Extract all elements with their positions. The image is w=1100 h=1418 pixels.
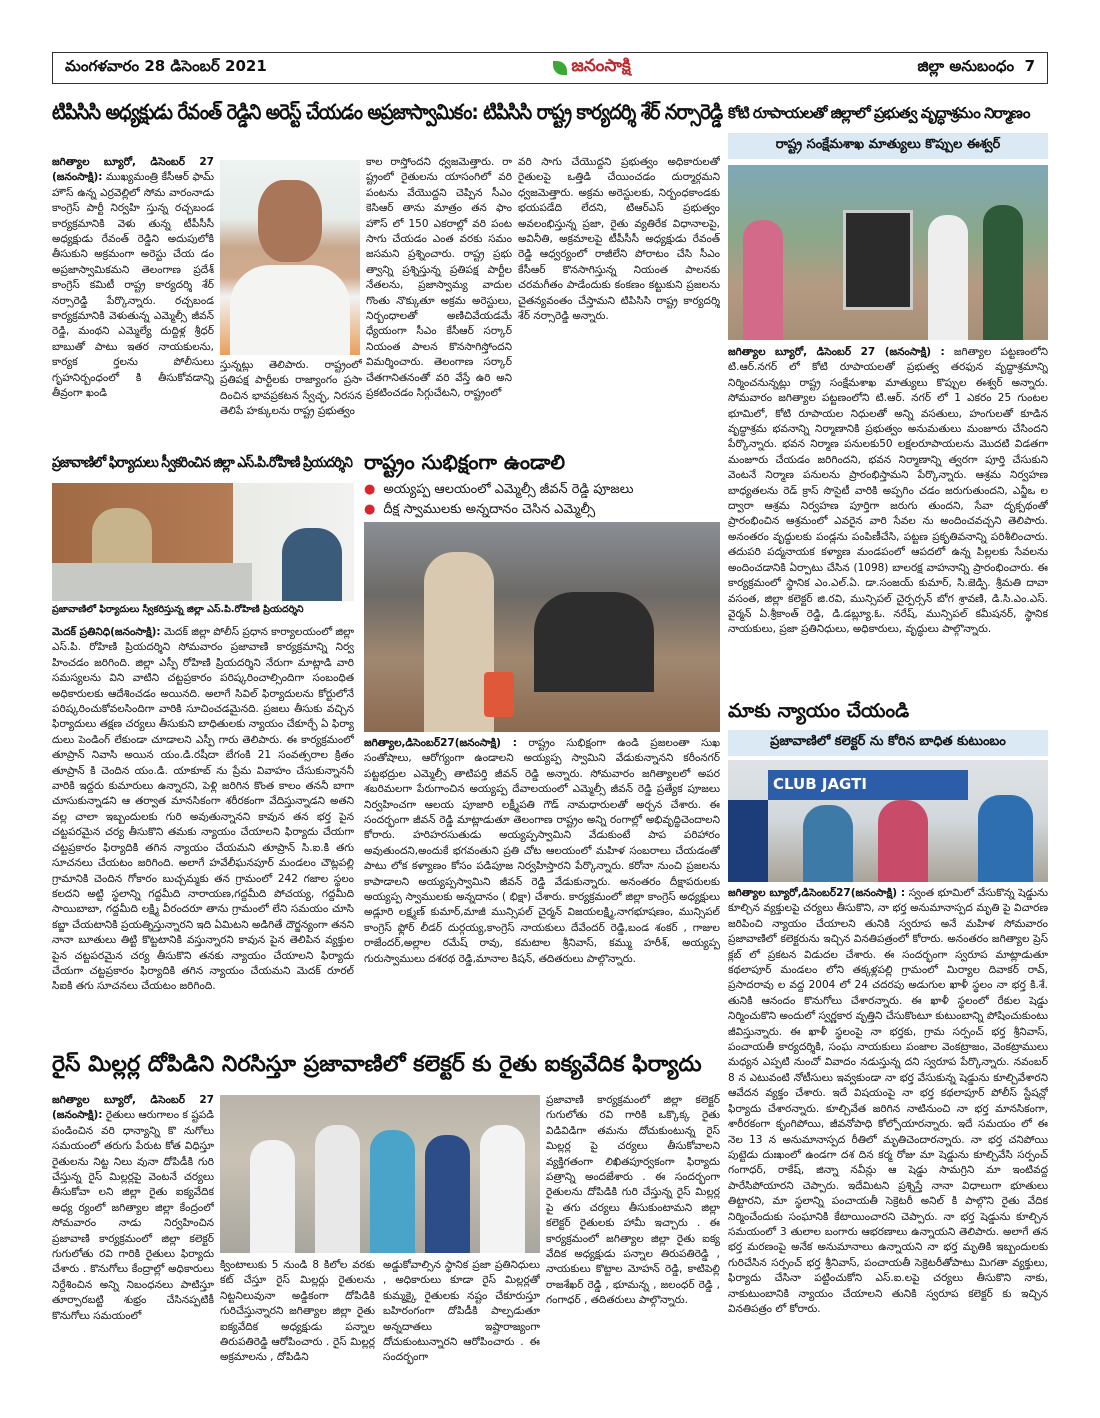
- story4-photo: [364, 522, 720, 732]
- story1-portrait-photo: [220, 160, 360, 355]
- masthead-logo: జనంసాక్షి: [553, 56, 630, 80]
- story6-col2a: క్వింటాలుకు 5 నుండి 8 కిలోల వరకు కట్ చేస్తూ రైస్ మిల్లర్లు రైతులను నిట్టనిలువునా అడ్డికంగా దోపిడికి గురిచేస్తున్నారని జగిత్యాల జిల్లా రైతు ఐక్యవేదిక అధ్యక్షుడు పన్నాల తిరుపతిరెడ్డి ఆరోపించారు . రైస్ మిల్లర్ల అక్రమాలను , దోపిడిని: [220, 1259, 375, 1364]
- story1-col4: వరి సాగు చేయొద్దని ప్రభుత్వం అధికారులతో రైతులపై ఒత్తిడి చేయించడం దుర్మార్గమని ధ్వజమెత్తారు. అక్రమ అరెస్టులకు, నిర్బంధకాండకు భయపడేది లేదని, టిఆర్ఎస్ ప్రభుత్వం అవలంభిస్తున్న ప్రజా, రైతు వ్యతిరేక విధానాలపై, అవినీతి, అక్రమాలపై టీపీసీసీ అధ్యక్షుడు రేవంత్ రెడ్డి ఆధ్వర్యంలో రాజీలేని పోరాటం చేసి సీఎం కేసీఆర్ కొనసాగిస్తున్న నియంత పాలనకు చరమగీతం పాడేందుకు కంకణం కట్టుకుని ప్రజలను చైతన్యవంతం చేస్తామని టిపిసిసి రాష్ట్ర కార్యదర్శి శేర్ నర్సారెడ్డి అన్నారు.: [518, 156, 720, 323]
- story1-col2: స్తున్నట్లు తెలిపారు. రాష్ట్రంలో ప్రతిపక్ష పార్టీలకు రాజ్యాంగం ప్రసా దించిన భావప్రకటన స్వేచ్ఛ, నిరసన తెలిపే హక్కులను రాష్ట్ర ప్రభుత్వం: [220, 359, 362, 418]
- story4-headline: రాష్ట్రం సుభిక్షంగా ఉండాలి: [364, 450, 566, 474]
- story4-bullets: [364, 480, 720, 520]
- story3-body: మెదక్ ప్రతినిధి(జనంసాక్షి): మెదక్ జిల్లా పోలీస్ ప్రధాన కార్యాలయంలో జిల్లా ఎస్.పి. రోహిణి ప్రియదర్శిని సోమవారం ప్రజావాణి కార్యక్రమాన్ని నిర్వ హించడం జరిగింది. జిల్లా ఎస్పీ రోహిణి ప్రియదర్శిని నేరుగా మాట్లాడి వారి సమస్యలను విని వాటిని చట్టప్రకారం పరిష్కరించాల్సిందిగా సంబంధిత అధికారులకు ఆదేశించడం అయినది. అలాగే సివిల్ ఫిర్యాదులను కోర్టులోనే పరిష్కరించుకోవలసిందిగా వారికి సూచించడమైనది. ప్రజలు తీసుకు వచ్చిన ఫిర్యాదులు తక్షణ చర్యలు తీసుకుని బాధితులకు న్యాయం చేకూర్చే ఏ ఫిర్యా దులు పెండింగ్ లేకుండా చూడాలని ఎస్పీ గారు తెలిపారు. ఈ కార్యక్రమంలో తూప్రాన్ నివాసి అయిన యం.డి.రషీదా బేగంకి 21 సంవత్సరాల క్రితం తూప్రాన్ కి చెందిన యం.డి. యాకూబ్ ను ప్రేమ వివాహం చేసుకున్నాననీ వారికి ఇద్దరు కుమారులు ఉన్నారని, పెళ్లి జరిగిన కొంత కాలం తననీ బాగా చూసుకున్నాడని ఆ తర్వాత మానసికంగా శరీరకంగా వేదిస్తున్నాడని అతని వల్ల చాలా ఇబ్బందులకు గురి అవుతున్నానని కావున తన భర్త పైన చట్టపరమైన చర్య తీసుకొని తమకు న్యాయం చేయాలని ఫిర్యాదు చేయగా చట్టప్రకారం ఫిర్యాదికి తగిన న్యాయం చేయమని తూప్రాన్ సి.ఐ.కి తగు సూచనలు చేయటం జరిగింది. అలాగే హవేలీఘనపూర్ మండలం చౌట్లపల్లి గ్రామానికి చెందిన గోకారం బుచ్చమ్మకు తన గ్రామంలో 242 గజాల స్థలం కలదని అట్టి స్థలాన్ని గద్దమీది నారాయణ,గద్దమీది పోచయ్య, గద్దమీది సాయిబాబా, గద్దమీది లక్ష్మి వీరందరూ తాను గ్రామంలో లేని సమయం చూసి కబ్జా చేయటానికి ప్రయత్నిస్తున్నారని ఇది ఏమిటని అడిగితే దౌర్జన్యంగా తనని నానా బూతులు తిట్టి కొట్టటానికి వస్తున్నారని కావున పైన తెలిపిన వ్యక్తుల పైన చట్టపరమైన చర్య తీసుకొని తనకు న్యాయం చేయాలని ఫిర్యాదు చేయగా చట్టప్రకారం ఫిర్యాదికి తగిన న్యాయం చేయమని మెదక్ రూరల్ సిఐకి తగు సూచనలు చేయటం జరిగింది.: [52, 626, 354, 993]
- story6-col1: జగిత్యాల బ్యూరో, డిసెంబర్ 27 (జనంసాక్షి): రైతులు ఆరుగాలం క ష్టపడి పండించిన వరి ధాన్యాన్ని కొ నుగోలు సమయంలో తరుగు పేరుట కోత విధిస్తూ రైతులను నిట్ట నిలు వునా దోపిడీకి గురి చేస్తున్న రైస్ మిల్లర్లపై వెంటనే చర్యలు తీసుకోవా లని జిల్లా రైతు ఐక్యవేదిక అధ్య ర్యంలో జగిత్యాల జిల్లా కేంద్రంలో సోమవారం నాడు నిర్వహించిన ప్రజావాణి కార్యక్రమంలో జిల్లా కలెక్టర్ గుగులోతు రవి గారికి రైతులు ఫిర్యాదు చేశారు . కొనుగోలు కేంద్రాల్లో అధికారులు నిర్దేశించిన అన్ని నిబంధనలు పాటిస్తూ తూర్పారబట్టి శుభ్రం చేసినప్పటికీ కొనుగోలు సమయంలో: [52, 1094, 214, 1322]
- story6-col3: ప్రజావాణి కార్యక్రమంలో జిల్లా కలెక్టర్ గుగులోతు రవి గారికి ఒక్కొక్క రైతు విడివిడిగా తమను దోచుకుంటున్న రైస్ మిల్లర్ల పై చర్యలు తీసుకోవాలని వ్యక్తిగతంగా లిఖితపూర్వకంగా ఫిర్యాదు పత్రాన్ని అందజేశారు . ఈ సందర్భంగా రైతులను దోపిడికి గురి చేస్తున్న రైస్ మిల్లర్ల పై తగు చర్యలు తీసుకుంటామని జిల్లా కలెక్టర్ రైతులకు హామీ ఇచ్చారు . ఈ కార్యక్రమంలో జగిత్యాల జిల్లా రైతు ఐక్య వేదిక అధ్యక్షుడు పన్నాల తిరుపతిరెడ్డి , నాయకులు కొట్టాల మోహన్ రెడ్డి, కాటిపెల్లి రాజశేఖర్ రెడ్డి , భూమన్న , జలంధర్ రెడ్డి , గంగాధర్ , తదితరులు పాల్గొన్నారు.: [546, 1094, 720, 1307]
- story2-body: జగిత్యాల బ్యూరో, డిసెంబర్ 27 (జనంసాక్షి) : జగిత్యాల పట్టణంలోని టి.ఆర్.నగర్ లో కోటి రూపాయలతో ప్రభుత్వ తరఫున వృద్ధాశ్రమాన్ని నిర్మించనున్నట్లు రాష్ట్ర సంక్షేమశాఖ మాత్యులు కొప్పుల ఈశ్వర్ అన్నారు. సోమవారం జగిత్యాల పట్టణంలోని టి.ఆర్. నగర్ లో 1 ఎకరం 25 గుంటల భూమిలో, కోటి రూపాయల నిధులతో అన్ని వసతులు, హంగులతో కూడిన వృద్ధాశ్రమ భవనాన్ని నిర్మాణానికి ప్రభుత్వం అనుమతులు మంజూరు చేసిందని పేర్కొన్నారు. భవన నిర్మాణ పనులకు50 లక్షలరూపాయలను మొదటి విడతగా మంజూరు చేయడం జరిగిందని, భవన నిర్మాణాన్ని త్వరగా పూర్తి చేసుకుని వెంటనే నిర్మాణ పనులను ప్రారంభిస్తామని పేర్కొన్నారు. ఆశ్రమ నిర్వహణ బాధ్యతలను రెడ్ క్రాస్ సొసైటీ వారికి అప్పగిం చడం జరుగుతుందని, ఎన్జీఒ ల ద్వారా ఆశ్రమ నిర్వహణ పూర్తిగా జరుగు తుందని, సేవా దృక్పథంతో ప్రారంభించిన ఆశ్రమంలో ఎవరైన వారి సేవల ను అందించవచ్చని తెలిపారు. అనంతరం వృద్ధులకు పండ్లను పంపిణీచేసి, పట్టణ ప్రకృతివనాన్ని పరిశీలించారు. తదుపరి పద్మనాయక కళ్యాణ మండపంలో ఆపదలో ఉన్న పిల్లలకు సేవలను అందించడానికి ఏర్పాటు చేసిన (1098) బాలరక్ష వాహనాన్ని ప్రారంభించారు. ఈ కార్యక్రమంలో స్థానిక ఎం.ఎల్.ఏ. డా.సంజయ్ కుమార్, సి.జెడ్పి. శ్రీమతి దావా వసంత, జిల్లా కలెక్టర్ జి.రవి, మున్సిపల్ చైర్పర్సన్ బోగ శ్రావణి, డి.సి.ఎం.ఎస్. వైర్మన్ ఏ.శ్రీకాంత్ రెడ్డి, డి.డబ్ల్యూ.ఓ. నరేష్, మున్సిపల్ కమీషనర్, స్థానిక నాయకులు, ప్రజా ప్రతినిధులు, అధికారులు, వృద్ధులు పాల్గొన్నారు.: [728, 346, 1048, 636]
- bullet-item: ● అయ్యప్ప ఆలయంలో ఎమ్మెల్సీ జీవన్ రెడ్డి పూజలు: [364, 480, 720, 500]
- story4-body: జగిత్యాల,డిసెంబర్27(జనంసాక్షి) : రాష్ట్రం సుభిక్షంగా ఉండి ప్రజలంతా సుఖ సంతోషాలు, ఆరోగ్యంగా ఉండాలని అయ్యప్ప స్వామిని వేడుకున్నానని కరీంనగర్ పట్టభద్రుల ఎమ్మెల్సీ తాటిపర్తి జీవన్ రెడ్డి అన్నారు. సోమవారం జగిత్యాలలో అపర శబరిమలగా పేరుగాంచిన అయ్యప్ప దేవాలయంలో ఎమ్మెల్సీ జీవన్ రెడ్డి ప్రత్యేక పూజలు నిర్వహించగా ఆలయ పూజారి లక్ష్మీపతి గౌడ్ నామధారులతో అర్చన చేశారు. ఈ సందర్భంగా జీవన్ రెడ్డి మాట్లాడుతూ తెలంగాణ రాష్ట్రం అన్ని రంగాల్లో అభివృద్ధిచెందాలని కోరారు. హరిహరసుతుడు అయ్యప్పస్వామిని వేడుకుంటే పాప పరిహారం అవుతుందని,అందుకే భగవంతుని ప్రతి చోట ఆలయంలో మహిళ సంబరాలు చేయడంతో పాటు లోక కళ్యాణం కోసం పడిపూజ నిర్వహిస్తారని పేర్కొన్నారు. కరోనా నుంచి ప్రజలను కాపాడాలని అయ్యప్పస్వామిని జీవన్ రెడ్డి వేడుకున్నారు. అనంతరం దీక్షాపరులకు అయ్యప్ప స్వాములకు అన్నదానం ( భిక్షా) చేశారు. కార్యక్రమంలో జిల్లా కాంగ్రెస్ అధ్యక్షులు అడ్లూరి లక్ష్మణ్ కుమార్,మాజీ మున్సిపల్ చైర్మన్ విజయలక్ష్మి,నాగభూషణం, మున్సిపల్ కాంగ్రెస్ ఫ్లోర్ లీడర్ దుర్గయ్య,కాంగ్రెస్ నాయకులు దేవేందర్ రెడ్డి,బండ శంకర్ , గాజుల రాజేందర్,అల్లాల రమేష్ రావు, కమటాల శ్రీనివాస్, కమ్ము హరీశ్, అయ్యప్ప గురుస్వాములు దశరథ రెడ్డి,మానాల కిషన్, తదితరులు పాల్గొన్నారు.: [364, 737, 720, 965]
- story2-subhead: రాష్ట్ర సంక్షేమశాఖ మాత్యులు కొప్పుల ఈశ్వర్: [728, 133, 1048, 159]
- story6-col2b: అడ్డుకోవాల్సిన స్థానిక ప్రజా ప్రతినిధులు , అధికారులు కూడా రైస్ మిల్లర్లతో కుమ్మక్కై రైతులకు నష్టం చేకూరుస్తూ బహిరంగంగా దోపిడీకి పాల్పడుతూ అన్నదాతలు ఇష్టారాజ్యంగా దోచుకుంటున్నారని ఆరోపించారు . ఈ సందర్భంగా: [383, 1259, 540, 1364]
- story3-photo: [52, 483, 354, 601]
- photo-sign: CLUB JAGTI: [768, 770, 968, 800]
- page-header: [52, 52, 1048, 84]
- story6-photo: [220, 1095, 540, 1253]
- story1-col3: కాల రాస్తోందని ధ్వజమెత్తారు. రా ష్ట్రంలో రైతులను యాసంగిలో వరి పంటను వేయొద్దని చెప్పిన సీఎం కెసిఆర్ తాను మాత్రం తన ఫాం హౌస్ లో 150 ఎకరాల్లో వరి పంట సాగు చేయడం ఎంత వరకు సమం జసమని ప్రశ్నించారు. రాష్ట్ర ప్రభు త్వాన్ని ప్రశ్నిస్తున్న ప్రతిపక్ష పార్టీల నేతలను, ప్రజాస్వామ్య వాదుల గొంతు నొక్కుతూ అక్రమ అరెస్టులు, నిర్బంధాలతో అణిచివేయడమే ధ్యేయంగా సీఎం కేసీఆర్ సర్కార్ నియంత పాలన కొనసాగిస్తోందని విమర్శించారు. తెలంగాణ సర్కార్ చేతగానితనంతో వరి వేస్తే ఉరి అని ప్రకటించడం సిగ్గుచేటని, రాష్ట్రంలో: [366, 156, 512, 400]
- story1-col1: జగిత్యాల బ్యూరో, డిసెంబర్ 27 (జనంసాక్షి): ముఖ్యమంత్రి కేసీఆర్ ఫామ్ హౌస్ ఉన్న ఎర్రవెల్లిలో సోమ వారంనాడు కాంగ్రెస్ పార్టీ నిర్వహి స్తున్న రచ్చబండ కార్యక్రమానికి వెళు తున్న టీపీసీసీ అధ్యక్షుడు రేవంత్ రెడ్డిని అదుపులోకి తీసుకుని అక్రమంగా అరెస్టు చేయ డం అప్రజాస్వామికమని తెలంగాణ ప్రదేశ్ కాంగ్రెస్ కమిటీ రాష్ట్ర కార్యదర్శి శేర్ నర్సారెడ్డి పేర్కొన్నారు. రచ్చబండ కార్యక్రమానికి వెళుతున్న ఎమ్మెల్సీ జీవన్ రెడ్డి, మంథని ఎమ్మెల్యే దుద్దిళ్ల శ్రీధర్ బాబుతో పాటు ఇతర నాయకులను, కార్యక ర్తలను పోలీసులు గృహనిర్బంధంలో కి తీసుకోవడాన్ని తీవ్రంగా ఖండి: [52, 156, 214, 400]
- story6-headline: రైస్ మిల్లర్ల దోపిడిని నిరసిస్తూ ప్రజావాణిలో కలెక్టర్ కు రైతు ఐక్యవేదిక ఫిర్యాదు: [52, 1052, 702, 1077]
- story5-photo: [728, 760, 1048, 882]
- story2-photo: [728, 165, 1048, 340]
- issue-date: మంగళవారం 28 డిసెంబర్ 2021: [65, 57, 267, 75]
- story2-headline: కోటి రూపాయలతో జిల్లాలో ప్రభుత్వ వృద్ధాశ్రమం నిర్మాణం: [728, 104, 1030, 122]
- bullet-item: ● దీక్ష స్వాములకు అన్నదానం చెసిన ఎమ్మెల్సీ: [364, 500, 720, 520]
- leaf-icon: [553, 61, 567, 75]
- section-page: జిల్లా అనుబంధం 7: [917, 57, 1035, 75]
- story5-headline: మాకు న్యాయం చేయండి: [728, 700, 910, 722]
- story3-photo-caption: ప్రజావాణిలో ఫిర్యాదులు స్వీకరిస్తున్న జిల్లా ఎస్.పి.రోహిణి ప్రియదర్శిని: [52, 604, 304, 615]
- story5-body: జగిత్యాల బ్యూరో,డిసెంబర్27(జనంసాక్షి) : స్వంత భూమిలో వేసుకొన్న షెడ్డును కూల్చిన వ్యక్తులపై చర్యలు తీసుకొని, నా భర్త అనుమానాస్పద మృతి పై విచారణ జరిపించి న్యాయం చేయాలని తునికి స్వరూప అనే మహిళ సోమవారం ప్రజావాణిలో కలెక్టరును ఇచ్చిన వినతిపత్రంలో కోరారు. అనంతరం జగిత్యాల ప్రెస్ క్లబ్ లో ప్రకటన విడుదల చేశారు. ఈ సందర్భంగా స్వరూప మాట్లాడుతూ కథలాపూర్ మండలం లోని తక్కళ్లపల్లి గ్రామంలో మిర్యాల దివాకర్ రావ్, ప్రసాదరావు ల వద్ద 2004 లో 24 చదరపు అడుగుల ఖాళీ స్థలం నా భర్త కి.శే. తునికి ఆనందం కొనుగోలు చేశారన్నారు. ఈ ఖాళీ స్థలంలో రేకుల షెడ్డు నిర్మించుకొని అందులో స్వర్ణకార వృత్తిని చేసుకొంటూ కుటుంబాన్ని పోషించుకుంటు జీవిస్తున్నారు. ఈ ఖాళీ స్థలంపై నా భర్తకు, గ్రామ సర్పంచ్ భర్త శ్రీనివాస్, పంచాయతీ కార్యదర్శికి, సంఘ నాయకులు పంజాల వెంకట్రాజం, వెంకట్రాములు మధ్యన ఎప్పటి నుంచో వివాదం నడుస్తున్న దని స్వరూప పేర్కొన్నారు. నవంబర్ 8 న ఎటువంటి నోటీసులు ఇవ్వకుండా నా భర్త వేసుకున్న షెడ్డును కూల్చివేశారని ఆవేదన వ్యక్తం చేశారు. ఇదే విషయంపై నా భర్త కథలాపూర్ పోలీస్ స్టేషన్లో ఫిర్యాదు చేశారన్నారు. కూల్చివేత జరిగిన నాటినుంచి నా భర్త మానసికంగా, శారీరకంగా కృంగిపోయి, జీవనోపాధి కోల్పోయారన్నారు. ఇదే సమయం లో ఈ నెల 13 న అనుమానాస్పద రీతిలో మృతిచెందారన్నారు. నా భర్త చనిపోయి పుట్టెడు దుఃఖంలో ఉండగా దశ దిన కర్మ రోజు మా షెడ్డును కూల్చివేసి సర్పంచ్ గంగాధర్, రాకేష్, జిన్నా నవీన్లు ఆ షెడ్డు సామగ్రిని మా ఇంటివద్ద పారేసిపోయారని చెప్పారు. ఇదేమిటని ప్రశ్నిస్తే నానా విధాలుగా భూతులు తిట్టారని, మా స్థలాన్ని పంచాయతీ సెక్రెటరీ అనిల్ కి పాల్గొని రైతు వేదిక నిర్మించేందుకు సంఘానికి కేటాయించారని చెప్పారు. నా భర్త షెడ్డును కూల్చిన సమయంలో 3 తులాల బంగారు ఆభరణాలు ఉన్నాయని తెలిపారు. అలాగే తన భర్త మరణంపై అనేక అనుమానాలు ఉన్నాయని నా భర్త మృతికి ఇబ్బందులకు గురిచేసిన సర్పంచ్ భర్త శ్రీనివాస్, పంచాయతీ సెక్రెటరీతోపాటు మిగతా వ్యక్తులు, ఫిర్యాదు చేసినా పట్టించుకోని ఎస్.ఐ.లపై చర్యలు తీసుకొని నాకు, నాకుటుంబానికి న్యాయం చేయాలని తునికి స్వరూప కలెక్టర్ కు ఇచ్చిన వినతిపత్రం లో కోరారు.: [728, 887, 1048, 1315]
- story5-subhead: ప్రజావాణిలో కలెక్టర్ ను కోరిన బాధిత కుటుంబం: [728, 730, 1048, 756]
- story1-headline: టిపిసిసి అధ్యక్షుడు రేవంత్ రెడ్డిని అరెస్ట్ చేయడం అప్రజాస్వామికం: టిపిసిసి రాష్ట్ర కార్యదర్శి శేర్ నర్సారెడ్డి: [52, 100, 723, 124]
- story3-headline: ప్రజావాణిలో ఫిర్యాదులు స్వీకరించిన జిల్లా ఎస్.పి.రోహిణి ప్రియదర్శిని: [52, 455, 352, 471]
